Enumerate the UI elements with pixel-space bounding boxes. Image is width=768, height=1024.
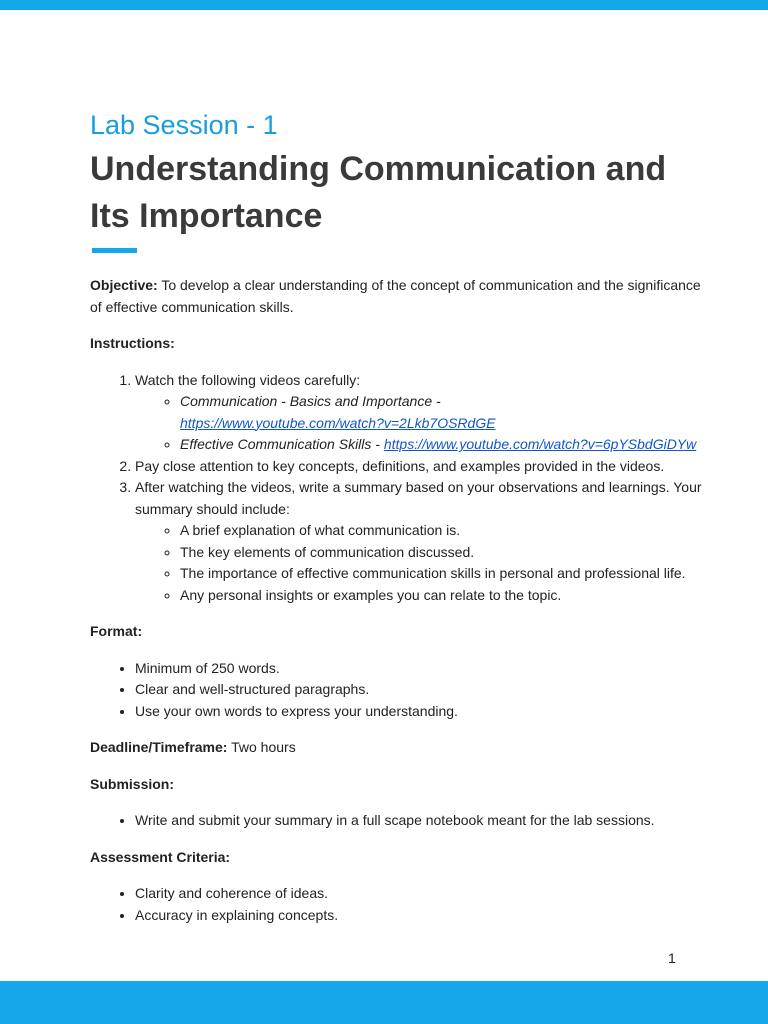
format-list [90, 658, 710, 723]
summary-items-list [135, 520, 710, 606]
video-title: Effective Communication Skills - [180, 436, 380, 452]
list-item [180, 434, 710, 456]
bottom-accent-bar [0, 981, 768, 1024]
list-item: ◦ The importance of effective communication skills in personal and professional life. [180, 563, 710, 585]
page-number: 1 [668, 950, 676, 966]
video-link[interactable]: https://www.youtube.com/watch?v=6pYSbdGiDYw [383, 436, 697, 452]
format-heading: Format: [90, 623, 143, 639]
deadline-value: Two hours [231, 739, 296, 755]
list-item: ◦ The key elements of communication discussed. [180, 542, 710, 564]
instructions-list [90, 370, 710, 607]
step-3-text: After watching the videos, write a summary based on your observations and learnings. Your summary should include: [135, 479, 702, 517]
deadline-label: Deadline/Timeframe: [90, 739, 228, 755]
objective-paragraph [90, 275, 710, 318]
video-title: Communication - Basics and Importance - [180, 393, 441, 409]
title-underline [92, 248, 137, 253]
list-item: • Write and submit your summary in a full scape notebook meant for the lab sessions. [135, 810, 710, 832]
list-item: ◦ Any personal insights or examples you can relate to the topic. [180, 585, 710, 607]
list-item: ◦ A brief explanation of what communication is. [180, 520, 710, 542]
list-item: • Minimum of 250 words. [135, 658, 710, 680]
list-item [135, 370, 710, 456]
list-item: • Clear and well-structured paragraphs. [135, 679, 710, 701]
list-item [180, 391, 710, 434]
objective-text: To develop a clear understanding of the concept of communication and the significance of effective communication skills. [90, 277, 701, 315]
list-item [135, 477, 710, 606]
video-list [135, 391, 710, 456]
assessment-list [90, 883, 710, 926]
list-item: • Accuracy in explaining concepts. [135, 905, 710, 927]
list-item [135, 456, 710, 478]
submission-list [90, 810, 710, 832]
list-item: • Clarity and coherence of ideas. [135, 883, 710, 905]
document-body [90, 107, 710, 926]
top-accent-bar [0, 0, 768, 10]
instructions-heading: Instructions: [90, 335, 175, 351]
submission-heading: Submission: [90, 775, 175, 792]
session-subtitle: Lab Session - 1 [90, 110, 278, 140]
assessment-heading: Assessment Criteria: [90, 848, 231, 865]
page-title: Understanding Communication and Its Importance [90, 150, 667, 235]
objective-label: Objective: [90, 277, 158, 293]
step-1-text: Watch the following videos carefully: [135, 371, 361, 388]
list-item: • Use your own words to express your understanding. [135, 701, 710, 723]
step-2-text: Pay close attention to key concepts, definitions, and examples provided in the videos. [135, 457, 665, 474]
video-link[interactable]: https://www.youtube.com/watch?v=2Lkb7OSRdGE [180, 414, 496, 431]
deadline-paragraph [90, 737, 710, 759]
